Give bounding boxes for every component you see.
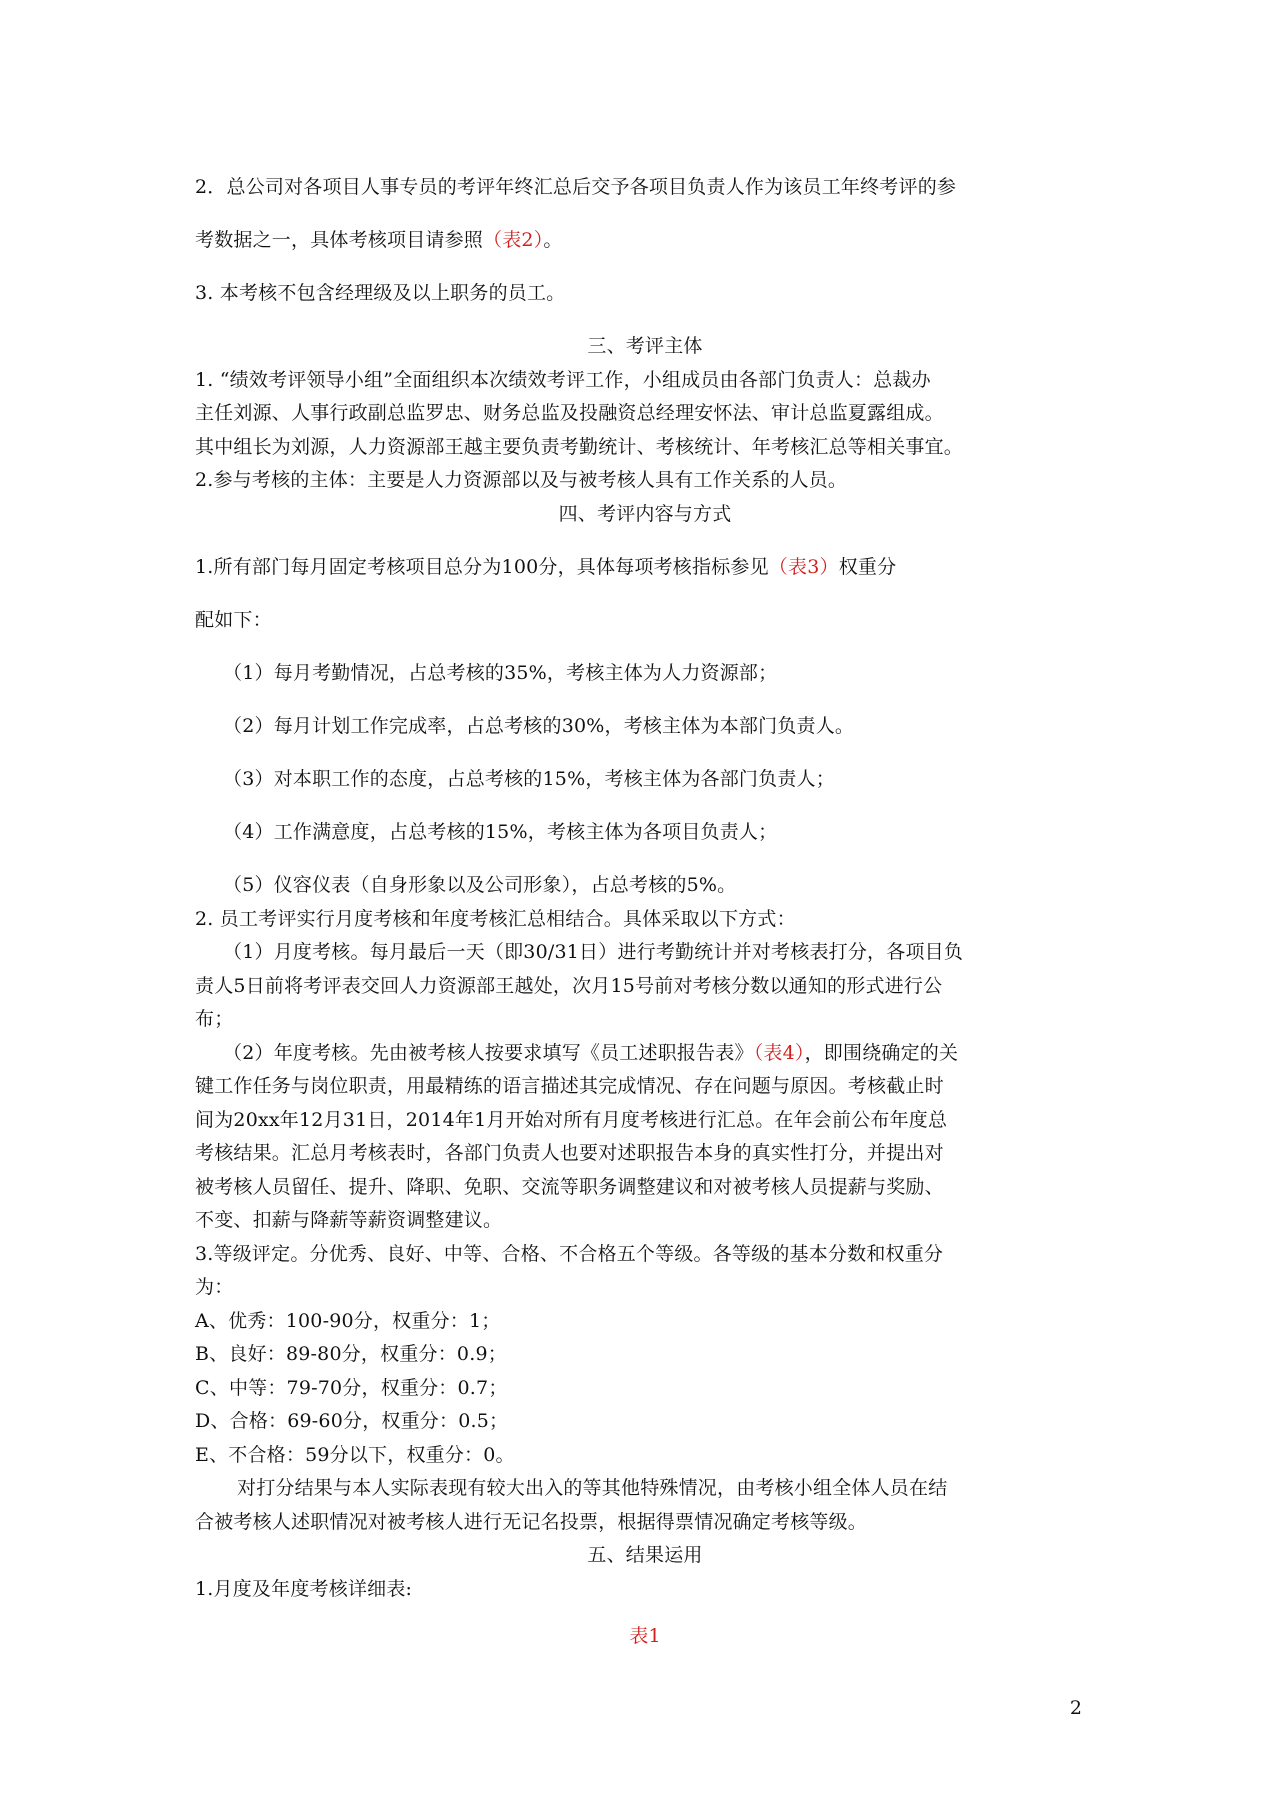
table-2-reference: （表2） xyxy=(483,229,544,251)
special-line-2: 合被考核人述职情况对被考核人进行无记名投票，根据得票情况确定考核等级。 xyxy=(195,1511,868,1533)
sub-item-3: （3）对本职工作的态度，占总考核的15%，考核主体为各部门负责人； xyxy=(223,768,835,790)
annual-line-2: 键工作任务与岗位职责，用最精练的语言描述其完成情况、存在问题与原因。考核截止时 xyxy=(195,1075,944,1097)
annual-text-end: ，即围绕确定的关 xyxy=(804,1042,959,1064)
grade-b: B、良好：89-80分，权重分：0.9； xyxy=(195,1343,507,1365)
page-number: 2 xyxy=(1069,1697,1082,1719)
annual-text: （2）年度考核。先由被考核人按要求填写《员工述职报告表》 xyxy=(223,1042,754,1064)
section-5-item-1: 1.月度及年度考核详细表: xyxy=(195,1578,413,1600)
item-3-line-1: 3.等级评定。分优秀、良好、中等、合格、不合格五个等级。各等级的基本分数和权重分 xyxy=(195,1243,944,1265)
section-3-line-2: 主任刘源、人事行政副总监罗忠、财务总监及投融资总经理安怀法、审计总监夏露组成。 xyxy=(195,402,944,424)
section-3-line-4: 2.参与考核的主体：主要是人力资源部以及与被考核人具有工作关系的人员。 xyxy=(195,469,848,491)
annual-line-5: 被考核人员留任、提升、降职、免职、交流等职务调整建议和对被考核人员提薪与奖励、 xyxy=(195,1176,944,1198)
section-3-heading: 三、考评主体 xyxy=(587,335,703,357)
table-1-caption: 表1 xyxy=(629,1625,661,1647)
para-2-line-1: 2．总公司对各项目人事专员的考评年终汇总后交予各项目负责人作为该员工年终考评的参 xyxy=(195,176,957,198)
special-line-1: 对打分结果与本人实际表现有较大出入的等其他特殊情况，由考核小组全体人员在结 xyxy=(237,1477,948,1499)
para-2-end: 。 xyxy=(543,229,563,251)
annual-line-6: 不变、扣薪与降薪等薪资调整建议。 xyxy=(195,1209,503,1231)
grade-c: C、中等：79-70分，权重分：0.7； xyxy=(195,1377,508,1399)
section-4-item-2: 2. 员工考评实行月度考核和年度考核汇总相结合。具体采取以下方式： xyxy=(195,908,796,930)
sub-item-4: （4）工作满意度，占总考核的15%，考核主体为各项目负责人； xyxy=(223,821,778,843)
monthly-line-1: （1）月度考核。每月最后一天（即30/31日）进行考勤统计并对考核表打分，各项目负 xyxy=(223,941,964,963)
section-4-item-1-line-2: 配如下： xyxy=(195,609,272,631)
table-3-reference: （表3） xyxy=(768,556,839,578)
sub-item-5: （5）仪容仪表（自身形象以及公司形象），占总考核的5%。 xyxy=(223,874,737,896)
annual-line-1 xyxy=(223,1038,958,1065)
section-4-item-1 xyxy=(195,552,896,579)
para-2-text: 考数据之一，具体考核项目请参照 xyxy=(195,229,484,251)
sub-item-2: （2）每月计划工作完成率，占总考核的30%，考核主体为本部门负责人。 xyxy=(223,715,855,737)
item-3-line-2: 为： xyxy=(195,1276,234,1298)
section-5-heading: 五、结果运用 xyxy=(587,1544,703,1566)
table-4-reference: （表4） xyxy=(753,1042,805,1064)
section-3-line-1: 1. “绩效考评领导小组”全面组织本次绩效考评工作，小组成员由各部门负责人：总裁办 xyxy=(195,369,931,391)
monthly-line-2: 责人5日前将考评表交回人力资源部王越处，次月15号前对考核分数以通知的形式进行公 xyxy=(195,975,943,997)
item-1-text: 1.所有部门每月固定考核项目总分为100分，具体每项考核指标参见 xyxy=(195,556,769,578)
grade-e: E、不合格：59分以下，权重分：0。 xyxy=(195,1444,515,1466)
para-3: 3. 本考核不包含经理级及以上职务的员工。 xyxy=(195,282,566,304)
item-1-end: 权重分 xyxy=(838,556,897,578)
monthly-line-3: 布； xyxy=(195,1008,234,1030)
section-4-heading: 四、考评内容与方式 xyxy=(558,503,732,525)
annual-line-4: 考核结果。汇总月考核表时，各部门负责人也要对述职报告本身的真实性打分，并提出对 xyxy=(195,1142,944,1164)
para-2-line-2 xyxy=(195,225,563,252)
section-3-line-3: 其中组长为刘源，人力资源部王越主要负责考勤统计、考核统计、年考核汇总等相关事宜。 xyxy=(195,436,964,458)
annual-line-3: 间为20xx年12月31日，2014年1月开始对所有月度考核进行汇总。在年会前公布年度总 xyxy=(195,1109,948,1131)
grade-d: D、合格：69-60分，权重分：0.5； xyxy=(195,1410,509,1432)
sub-item-1: （1）每月考勤情况，占总考核的35%，考核主体为人力资源部； xyxy=(223,662,778,684)
grade-a: A、优秀：100-90分，权重分：1； xyxy=(195,1310,501,1332)
